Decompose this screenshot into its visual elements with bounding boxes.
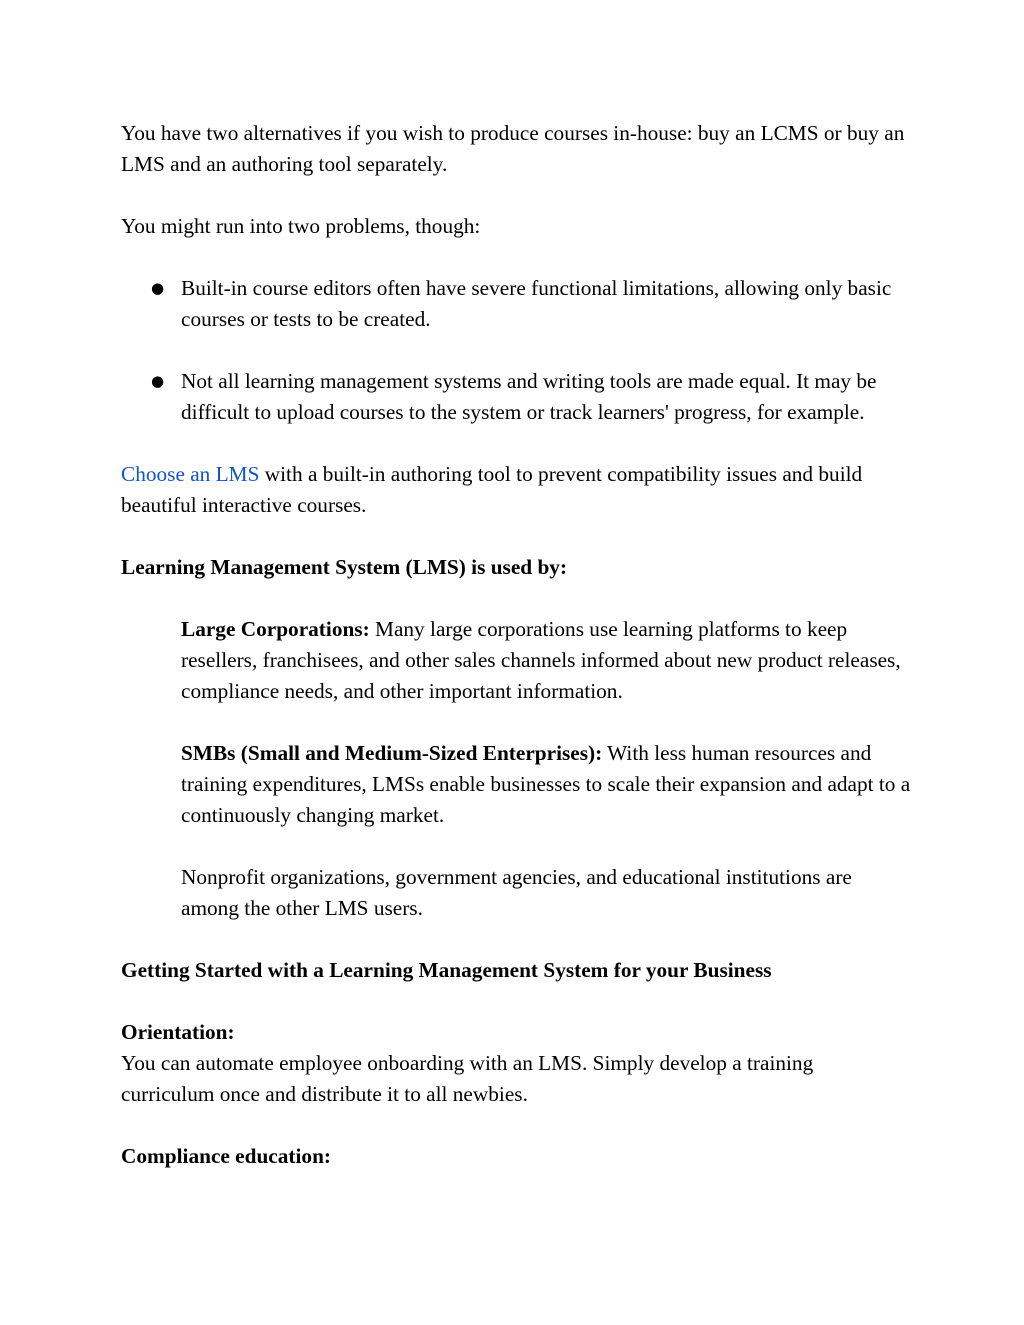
user-paragraph-smbs	[121, 738, 911, 831]
bullet-icon: ●	[151, 279, 165, 297]
choose-lms-text: with a built-in authoring tool to prevent compatibility issues and build beautiful interactive courses.	[121, 462, 863, 517]
choose-lms-paragraph	[121, 459, 911, 521]
list-item	[121, 273, 911, 335]
user-text: With less human resources and training expenditures, LMSs enable businesses to scale their expansion and adapt to a continuously changing market.	[181, 741, 911, 827]
document-page	[121, 118, 911, 1203]
user-paragraph-large-corporations	[121, 614, 911, 707]
list-item-text: Built-in course editors often have severe functional limitations, allowing only basic courses or tests to be created.	[181, 276, 892, 331]
list-item-text: Not all learning management systems and writing tools are made equal. It may be difficult to upload courses to the system or track learners' progress, for example.	[181, 369, 877, 424]
intro-paragraph: You have two alternatives if you wish to produce courses in-house: buy an LCMS or buy an LMS and an authoring tool separately.	[121, 121, 905, 176]
other-users-paragraph: Nonprofit organizations, government agencies, and educational institutions are among the other LMS users.	[181, 865, 852, 920]
list-item	[121, 366, 911, 428]
orientation-heading: Orientation:	[121, 1020, 235, 1044]
choose-lms-link[interactable]: Choose an LMS	[121, 462, 260, 486]
problems-lead-paragraph: You might run into two problems, though:	[121, 214, 481, 238]
getting-started-heading: Getting Started with a Learning Management System for your Business	[121, 958, 772, 982]
user-label: SMBs (Small and Medium-Sized Enterprises):	[181, 741, 603, 765]
user-text: Many large corporations use learning platforms to keep resellers, franchisees, and other sales channels informed about new product releases, compliance needs, and other important information.	[181, 617, 901, 703]
orientation-paragraph: You can automate employee onboarding with an LMS. Simply develop a training curriculum once and distribute it to all newbies.	[121, 1051, 814, 1106]
problems-list	[121, 273, 911, 428]
compliance-heading: Compliance education:	[121, 1144, 332, 1168]
user-label: Large Corporations:	[181, 617, 370, 641]
bullet-icon: ●	[151, 372, 165, 390]
used-by-heading: Learning Management System (LMS) is used by:	[121, 555, 568, 579]
